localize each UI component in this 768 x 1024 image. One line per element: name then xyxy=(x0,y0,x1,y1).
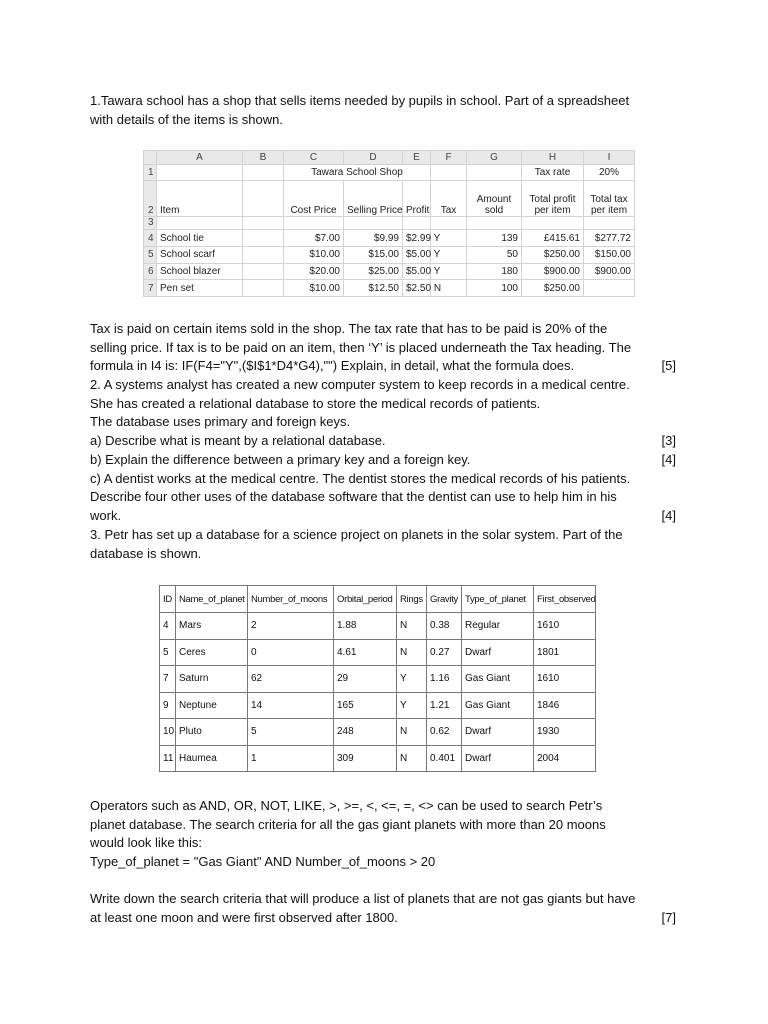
text-line: Describe four other uses of the database software that the dentist can use to help him in his xyxy=(90,489,617,505)
item-cell: Pen set xyxy=(157,280,243,297)
row-number: 7 xyxy=(144,280,157,297)
marks-label: [4] xyxy=(661,451,676,467)
col-header: E xyxy=(403,151,431,165)
item-cell: School blazer xyxy=(157,263,243,280)
planet-table xyxy=(159,585,596,772)
q1-intro-line: with details of the items is shown. xyxy=(90,111,283,127)
item-cell: School tie xyxy=(157,230,243,247)
selling-cell: $15.00 xyxy=(344,246,403,263)
column-header: Number_of_moons xyxy=(248,586,334,613)
total-profit-cell: $250.00 xyxy=(522,246,584,263)
column-header: ID xyxy=(160,586,176,613)
text-line: 3. Petr has set up a database for a science project on planets in the solar system. Part of the xyxy=(90,527,623,542)
text-line: work. [4] xyxy=(90,507,676,526)
table-row: 5 Ceres 0 4.61 N 0.27 Dwarf 1801 xyxy=(160,639,596,666)
total-tax-cell: $277.72 xyxy=(584,230,635,247)
table-row xyxy=(144,263,635,280)
col-header: H xyxy=(522,151,584,165)
selling-cell: $25.00 xyxy=(344,263,403,280)
text-line: b) Explain the difference between a primary key and a foreign key. [4] xyxy=(90,451,676,470)
q2-text xyxy=(90,376,676,526)
q3-intro xyxy=(90,526,676,563)
profit-cell: $5.00 Y xyxy=(403,263,431,280)
column-header: First_observed xyxy=(534,586,596,613)
column-header: Orbital_period xyxy=(334,586,397,613)
q1-text xyxy=(90,320,676,376)
tax-rate-label: Tax rate xyxy=(522,164,584,181)
table-row: 9 Neptune 14 165 Y 1.21 Gas Giant 1846 xyxy=(160,692,596,719)
selling-cell: $9.99 xyxy=(344,230,403,247)
text-line: Write down the search criteria that will produce a list of planets that are not gas giants but have xyxy=(90,891,636,906)
total-tax-cell: $150.00 xyxy=(584,246,635,263)
col-header: F xyxy=(431,151,467,165)
table-row: 7 Saturn 62 29 Y 1.16 Gas Giant 1610 xyxy=(160,666,596,693)
sold-cell: 50 xyxy=(467,246,522,263)
profit-cell: $5.00 Y xyxy=(403,246,431,263)
header-item: Item xyxy=(157,181,243,216)
tax-flag: N xyxy=(433,282,442,294)
profit-cell: $2.99 Y xyxy=(403,230,431,247)
text-line: formula in I4 is: IF(F4="Y",($I$1*D4*G4),"") Explain, in detail, what the formula does. [5] xyxy=(90,357,676,376)
tax-flag: Y xyxy=(433,249,441,261)
column-header: Type_of_planet xyxy=(462,586,534,613)
total-profit-cell: £415.61 xyxy=(522,230,584,247)
table-row xyxy=(144,230,635,247)
header-amount-sold: Amount sold xyxy=(476,193,512,216)
text-line: Tax is paid on certain items sold in the shop. The tax rate that has to be paid is 20% of the xyxy=(90,321,608,336)
total-tax-cell: $900.00 xyxy=(584,263,635,280)
q3-operators xyxy=(90,797,676,872)
col-header: C xyxy=(284,151,344,165)
tax-flag: Y xyxy=(433,232,441,244)
header-tax: Tax xyxy=(431,181,467,216)
tax-flag: Y xyxy=(433,265,441,277)
example-criteria: Type_of_planet = "Gas Giant" AND Number_of_moons > 20 xyxy=(90,854,436,870)
header-profit: Profit xyxy=(403,181,431,216)
cost-cell: $20.00 xyxy=(284,263,344,280)
text-line: She has created a relational database to store the medical records of patients. xyxy=(90,395,541,411)
header-total-tax: Total tax per item xyxy=(590,193,628,216)
spreadsheet xyxy=(143,150,635,297)
header-total-profit: Total profit per item xyxy=(529,193,576,216)
sheet-row-3 xyxy=(144,216,635,230)
row-number: 3 xyxy=(144,216,157,230)
col-header: A xyxy=(157,151,243,165)
text-line: at least one moon and were first observed after 1800. [7] xyxy=(90,909,676,928)
profit-cell: $2.50 N xyxy=(403,280,431,297)
total-profit-cell: $250.00 xyxy=(522,280,584,297)
text-line: would look like this: xyxy=(90,835,202,851)
row-number: 5 xyxy=(144,246,157,263)
header-selling-price: Selling Price xyxy=(344,181,403,216)
text-line: The database uses primary and foreign keys. xyxy=(90,414,351,430)
column-header-row xyxy=(144,151,635,165)
total-tax-cell xyxy=(584,280,635,297)
column-header: Name_of_planet xyxy=(176,586,248,613)
row-number: 4 xyxy=(144,230,157,247)
q3-task xyxy=(90,890,676,927)
corner-cell xyxy=(144,151,157,165)
text-line: planet database. The search criteria for all the gas giant planets with more than 20 moons xyxy=(90,816,606,832)
header-cost-price: Cost Price xyxy=(284,181,344,216)
row-number: 1 xyxy=(144,164,157,181)
text-line: selling price. If tax is to be paid on an item, then ‘Y’ is placed underneath the Tax heading. The xyxy=(90,339,632,355)
sold-cell: 180 xyxy=(467,263,522,280)
table-header-row xyxy=(160,586,596,613)
item-cell: School scarf xyxy=(157,246,243,263)
col-header: I xyxy=(584,151,635,165)
col-header: B xyxy=(243,151,284,165)
marks-label: [7] xyxy=(661,909,676,925)
text-line: Operators such as AND, OR, NOT, LIKE, >, >=, <, <=, =, <> can be used to search Petr’s xyxy=(90,798,603,813)
sheet-row-2 xyxy=(144,181,635,216)
sheet-title: Tawara School Shop xyxy=(284,164,431,181)
column-header: Gravity xyxy=(427,586,462,613)
cost-cell: $10.00 xyxy=(284,280,344,297)
col-header: D xyxy=(344,151,403,165)
table-row xyxy=(144,280,635,297)
cost-cell: $10.00 xyxy=(284,246,344,263)
tax-rate-value: 20% xyxy=(584,164,635,181)
sold-cell: 139 xyxy=(467,230,522,247)
table-row: 10 Pluto 5 248 N 0.62 Dwarf 1930 xyxy=(160,719,596,746)
table-row: 4 Mars 2 1.88 N 0.38 Regular 1610 xyxy=(160,613,596,640)
marks-label: [5] xyxy=(661,358,676,374)
table-row: 11 Haumea 1 309 N 0.401 Dwarf 2004 xyxy=(160,745,596,772)
total-profit-cell: $900.00 xyxy=(522,263,584,280)
text-line: c) A dentist works at the medical centre. The dentist stores the medical records of his patients. xyxy=(90,470,631,486)
column-header: Rings xyxy=(397,586,427,613)
text-line: database is shown. xyxy=(90,545,202,561)
row-number: 6 xyxy=(144,263,157,280)
selling-cell: $12.50 xyxy=(344,280,403,297)
sheet-row-1 xyxy=(144,164,635,181)
q1-intro-line: 1.Tawara school has a shop that sells items needed by pupils in school. Part of a spreadsheet xyxy=(90,93,630,108)
text-line: 2. A systems analyst has created a new computer system to keep records in a medical centre. xyxy=(90,377,630,392)
marks-label: [4] xyxy=(661,507,676,523)
col-header: G xyxy=(467,151,522,165)
sold-cell: 100 xyxy=(467,280,522,297)
q1-intro xyxy=(90,92,676,129)
text-line: a) Describe what is meant by a relational database. [3] xyxy=(90,432,676,451)
marks-label: [3] xyxy=(661,433,676,449)
cost-cell: $7.00 xyxy=(284,230,344,247)
table-row xyxy=(144,246,635,263)
row-number: 2 xyxy=(144,181,157,216)
